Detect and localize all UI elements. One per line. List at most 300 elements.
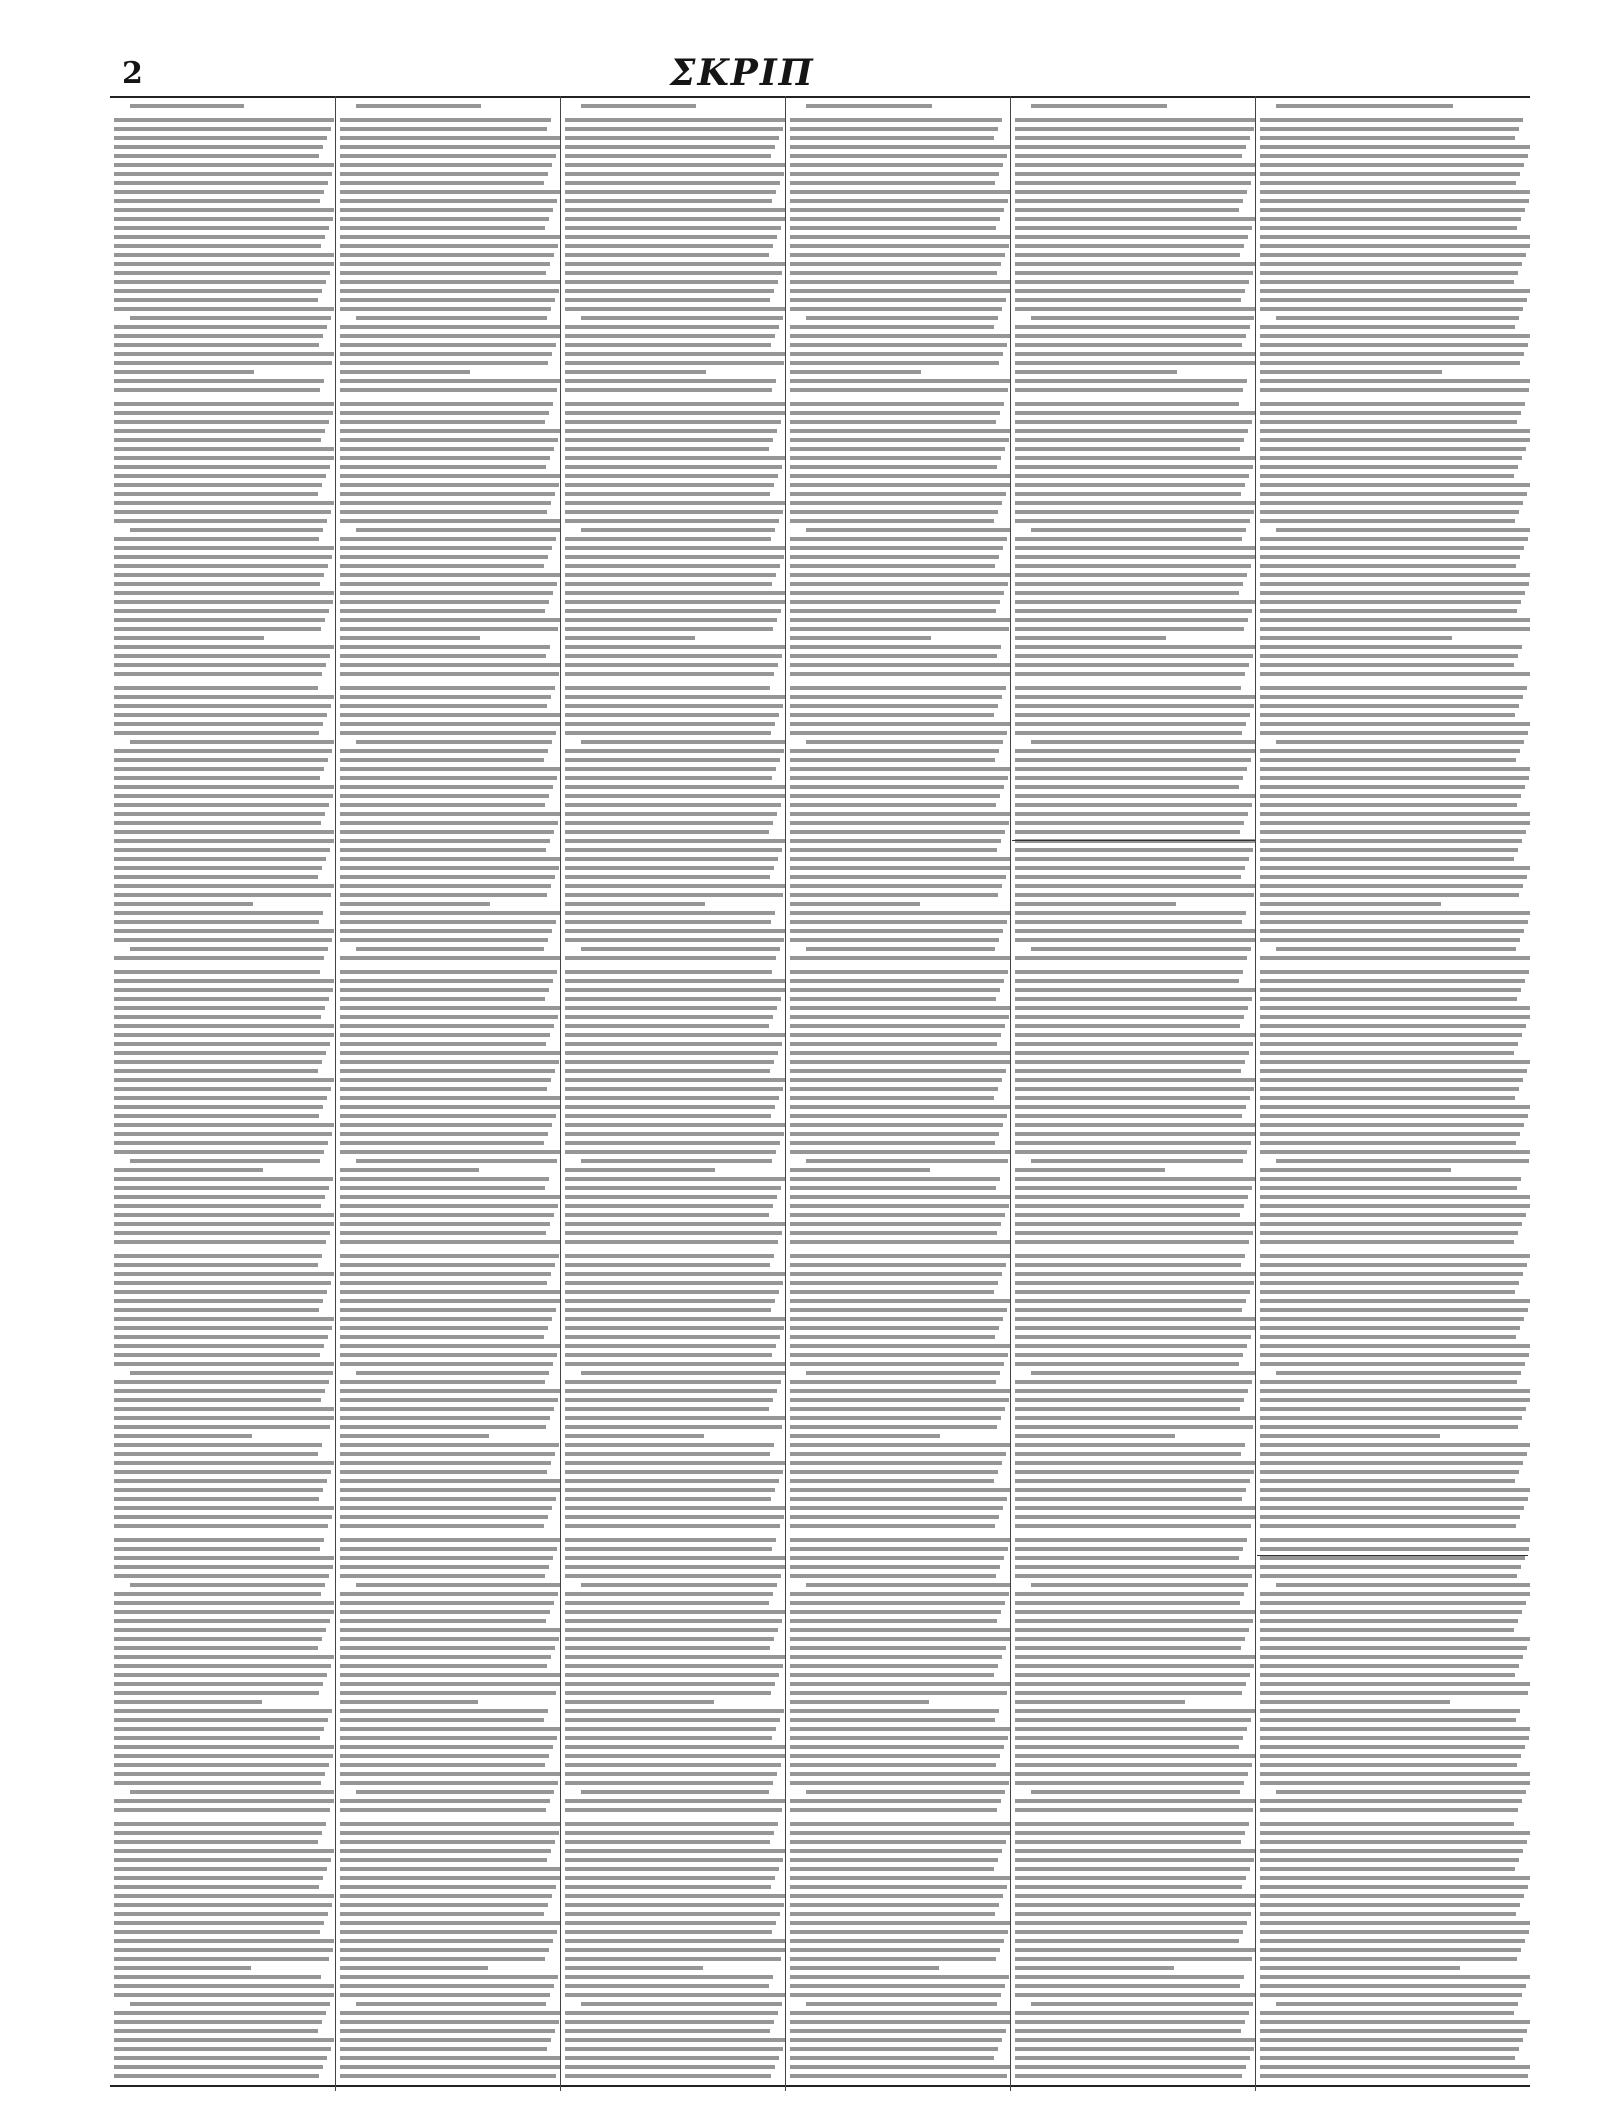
text-line: [790, 190, 1010, 194]
text-line: [565, 1574, 781, 1578]
text-line: [565, 794, 785, 798]
text-line: [790, 1006, 1010, 1010]
text-line: [114, 866, 322, 870]
text-line: [340, 1006, 560, 1010]
text-line: [356, 2002, 546, 2006]
text-line: [1260, 821, 1530, 825]
text-line: [114, 271, 330, 275]
text-line: [1260, 911, 1530, 915]
text-line: [1260, 1254, 1530, 1258]
text-line: [340, 2020, 559, 2024]
text-line: [790, 1398, 1009, 1402]
text-line: [114, 2065, 323, 2069]
text-line: [1260, 830, 1526, 834]
text-line: [114, 438, 321, 442]
text-line: [1015, 1114, 1242, 1118]
text-line: [1015, 1984, 1240, 1988]
text-line: [790, 722, 1010, 726]
text-line: [565, 1524, 780, 1528]
text-line: [806, 740, 1003, 744]
text-line: [565, 208, 785, 212]
text-line: [114, 361, 332, 365]
text-line: [1015, 1646, 1241, 1650]
text-line: [1260, 564, 1516, 568]
text-line: [340, 893, 547, 897]
text-line: [340, 1565, 549, 1569]
text-line: [565, 1069, 770, 1073]
text-line: [1260, 1506, 1524, 1510]
text-line: [1260, 848, 1518, 852]
text-line: [340, 1646, 555, 1650]
text-line: [340, 1051, 560, 1055]
text-line: [1260, 636, 1452, 640]
text-line: [1015, 1335, 1251, 1339]
text-line: [1260, 1335, 1516, 1339]
text-line: [114, 154, 319, 158]
text-line: [1260, 1443, 1530, 1447]
text-line: [1260, 988, 1521, 992]
text-line: [340, 1281, 547, 1285]
text-line: [114, 1240, 326, 1244]
text-line: [790, 1858, 998, 1862]
text-line: [1260, 1538, 1530, 1542]
text-line: [565, 866, 774, 870]
text-line: [790, 627, 1009, 631]
text-line: [790, 1033, 1001, 1037]
text-line: [1015, 1957, 1252, 1961]
text-line: [565, 172, 784, 176]
text-line: [114, 1966, 251, 1970]
text-line: [565, 1912, 780, 1916]
text-line: [1260, 812, 1530, 816]
text-line: [340, 1610, 550, 1614]
text-line: [1015, 749, 1255, 753]
text-line: [340, 1479, 560, 1483]
text-line: [565, 1921, 776, 1925]
advertisement-rule: [1012, 840, 1255, 842]
text-line: [1260, 1831, 1530, 1835]
text-line: [1260, 208, 1525, 212]
text-line: [1260, 1655, 1523, 1659]
text-line: [114, 1177, 333, 1181]
text-line: [1015, 1903, 1255, 1907]
text-line: [565, 537, 771, 541]
text-line: [1260, 1488, 1530, 1492]
text-line: [114, 1461, 334, 1465]
text-line: [1260, 1407, 1526, 1411]
column-3: [561, 100, 785, 2085]
text-line: [114, 1317, 334, 1321]
text-line: [1015, 217, 1255, 221]
text-line: [340, 1754, 549, 1758]
text-line: [790, 1186, 996, 1190]
text-line: [565, 970, 772, 974]
text-line: [790, 1231, 997, 1235]
text-line: [1015, 1547, 1243, 1551]
text-line: [790, 1042, 997, 1046]
text-line: [114, 1628, 326, 1632]
text-line: [114, 1930, 320, 1934]
text-line: [356, 947, 544, 951]
text-line: [340, 1380, 545, 1384]
text-line: [114, 492, 318, 496]
text-line: [114, 1069, 318, 1073]
text-line: [1015, 1912, 1251, 1916]
text-line: [1260, 1168, 1451, 1172]
text-line: [790, 920, 1007, 924]
text-line: [1015, 1673, 1250, 1677]
text-line: [114, 163, 334, 167]
text-line: [1260, 1772, 1530, 1776]
text-line: [1260, 1087, 1519, 1091]
text-line: [114, 1326, 332, 1330]
text-line: [565, 1808, 782, 1812]
text-line: [1260, 2038, 1523, 2042]
text-line: [565, 1547, 772, 1551]
text-line: [114, 370, 254, 374]
text-line: [114, 627, 321, 631]
text-line: [114, 555, 332, 559]
text-line: [114, 298, 318, 302]
text-line: [790, 1389, 1010, 1393]
text-line: [565, 704, 783, 708]
text-line: [790, 1840, 1006, 1844]
text-line: [790, 298, 1006, 302]
text-line: [114, 1150, 324, 1154]
text-line: [1015, 1069, 1241, 1073]
text-line: [565, 555, 784, 559]
text-line: [340, 1867, 560, 1871]
text-line: [790, 713, 994, 717]
text-line: [340, 519, 560, 523]
text-line: [114, 226, 329, 230]
text-line: [565, 1488, 775, 1492]
text-line: [1260, 1524, 1516, 1528]
text-line: [1260, 190, 1530, 194]
text-line: [565, 1876, 775, 1880]
text-line: [790, 1993, 1001, 1997]
text-line: [340, 370, 470, 374]
text-line: [565, 226, 781, 230]
text-line: [790, 776, 1008, 780]
text-line: [1260, 654, 1518, 658]
text-line: [114, 1353, 320, 1357]
text-line: [790, 325, 994, 329]
text-line: [340, 704, 547, 708]
text-line: [1260, 1272, 1523, 1276]
text-line: [581, 1159, 772, 1163]
text-line: [340, 447, 554, 451]
text-line: [1015, 1204, 1244, 1208]
text-line: [114, 1894, 334, 1898]
text-line: [1015, 447, 1240, 451]
newspaper-page: [110, 0, 1530, 2121]
text-line: [1260, 127, 1519, 131]
text-line: [1260, 136, 1515, 140]
text-line: [1015, 1601, 1240, 1605]
text-line: [790, 1745, 1004, 1749]
text-line: [114, 956, 324, 960]
page-number: 2: [122, 56, 143, 91]
text-line: [114, 1123, 334, 1127]
text-line: [790, 1691, 1007, 1695]
text-line: [1015, 1479, 1250, 1483]
text-line: [340, 686, 555, 690]
text-line: [114, 172, 332, 176]
text-line: [1015, 582, 1243, 586]
text-line: [790, 1132, 999, 1136]
text-line: [114, 2029, 318, 2033]
text-line: [340, 2065, 560, 2069]
text-line: [340, 127, 547, 131]
text-line: [565, 713, 779, 717]
text-line: [790, 1335, 995, 1339]
text-line: [1260, 271, 1518, 275]
text-line: [790, 1524, 995, 1528]
text-line: [340, 1123, 552, 1127]
text-line: [1015, 1177, 1255, 1181]
text-line: [790, 1781, 1009, 1785]
text-line: [565, 1637, 774, 1641]
text-line: [565, 1281, 783, 1285]
text-line: [790, 1772, 1010, 1776]
text-line: [114, 456, 334, 460]
text-line: [114, 1885, 319, 1889]
text-line: [565, 911, 775, 915]
text-line: [340, 902, 490, 906]
text-line: [340, 492, 555, 496]
text-line: [565, 2047, 783, 2051]
text-line: [1276, 1790, 1526, 1794]
text-line: [790, 1574, 996, 1578]
text-line: [130, 1790, 334, 1794]
text-line: [1015, 1461, 1255, 1465]
text-line: [1015, 420, 1252, 424]
text-line: [340, 555, 548, 559]
text-line: [1260, 1141, 1516, 1145]
text-line: [1015, 1231, 1253, 1235]
text-line: [790, 1105, 1010, 1109]
text-line: [565, 875, 770, 879]
text-line: [1260, 839, 1522, 843]
text-line: [565, 1831, 774, 1835]
text-line: [790, 997, 996, 1001]
text-line: [1260, 1123, 1524, 1127]
text-line: [340, 1619, 546, 1623]
text-line: [1015, 402, 1239, 406]
text-line: [1015, 1858, 1254, 1862]
text-line: [340, 2038, 551, 2042]
text-line: [1015, 465, 1253, 469]
text-line: [790, 447, 1005, 451]
text-line: [1015, 1051, 1249, 1055]
text-line: [1260, 1781, 1530, 1785]
text-line: [565, 546, 785, 550]
text-line: [114, 663, 326, 667]
text-line: [565, 609, 781, 613]
text-line: [1015, 704, 1254, 708]
text-line: [340, 654, 546, 658]
text-line: [565, 1538, 776, 1542]
text-line: [114, 758, 328, 762]
text-line: [340, 1425, 546, 1429]
text-line: [790, 402, 1004, 406]
text-line: [1015, 695, 1255, 699]
text-line: [790, 510, 998, 514]
text-line: [114, 1691, 319, 1695]
text-line: [565, 1308, 771, 1312]
text-line: [565, 199, 772, 203]
text-line: [1260, 352, 1524, 356]
text-line: [565, 1727, 776, 1731]
text-line: [1260, 402, 1525, 406]
text-line: [340, 1434, 489, 1438]
text-line: [1260, 447, 1526, 451]
text-line: [790, 1948, 1000, 1952]
text-line: [1260, 591, 1525, 595]
text-line: [1260, 857, 1514, 861]
text-line: [565, 848, 782, 852]
text-line: [340, 2011, 560, 2015]
text-line: [565, 1948, 785, 1952]
text-line: [340, 190, 560, 194]
text-line: [1015, 1443, 1245, 1447]
text-line: [114, 1822, 326, 1826]
text-line: [1015, 848, 1253, 852]
text-line: [1260, 794, 1521, 798]
text-line: [1015, 911, 1246, 915]
text-line: [1015, 1754, 1255, 1758]
text-line: [1015, 2029, 1241, 2033]
text-line: [340, 1957, 545, 1961]
text-line: [565, 1822, 778, 1826]
text-line: [790, 1763, 996, 1767]
text-line: [565, 1150, 776, 1154]
text-line: [790, 1637, 1010, 1641]
text-line: [1260, 244, 1530, 248]
text-line: [565, 1799, 785, 1803]
text-line: [1015, 1993, 1255, 1997]
text-line: [340, 564, 544, 568]
text-line: [1015, 118, 1255, 122]
text-line: [1260, 118, 1523, 122]
text-line: [1260, 722, 1530, 726]
text-line: [790, 1096, 994, 1100]
text-line: [1015, 298, 1241, 302]
text-line: [1260, 325, 1515, 329]
text-line: [1015, 1592, 1244, 1596]
text-line: [1015, 253, 1240, 257]
text-line: [114, 1745, 334, 1749]
text-line: [565, 420, 781, 424]
text-line: [1015, 1700, 1185, 1704]
text-line: [565, 334, 775, 338]
text-line: [790, 600, 1000, 604]
text-line: [790, 411, 1000, 415]
text-line: [1015, 600, 1255, 604]
text-line: [790, 731, 1007, 735]
text-line: [790, 1114, 1007, 1118]
text-line: [1260, 1317, 1524, 1321]
text-line: [1276, 947, 1516, 951]
text-line: [114, 1948, 333, 1952]
text-line: [356, 104, 481, 108]
text-line: [1260, 1380, 1517, 1384]
text-line: [1260, 1461, 1523, 1465]
text-line: [114, 280, 326, 284]
text-line: [1015, 2011, 1249, 2015]
text-line: [790, 1240, 1010, 1244]
text-line: [565, 298, 770, 302]
text-line: [1015, 1574, 1252, 1578]
text-line: [340, 1461, 551, 1465]
text-line: [340, 1822, 560, 1826]
text-line: [1260, 1299, 1530, 1303]
text-line: [1015, 1272, 1255, 1276]
text-line: [790, 875, 1006, 879]
text-line: [1015, 1831, 1245, 1835]
text-line: [114, 235, 325, 239]
text-line: [340, 217, 549, 221]
text-line: [340, 970, 557, 974]
text-line: [130, 1159, 320, 1163]
text-line: [340, 226, 545, 230]
text-line: [1015, 280, 1249, 284]
text-line: [340, 1840, 555, 1844]
text-line: [1260, 1078, 1523, 1082]
text-line: [1015, 361, 1255, 365]
text-line: [565, 979, 785, 983]
text-line: [1015, 235, 1248, 239]
text-line: [340, 1655, 551, 1659]
text-line: [114, 1434, 252, 1438]
masthead-rule: [110, 96, 1530, 98]
text-line: [790, 1060, 1010, 1064]
text-line: [1015, 411, 1255, 415]
text-line: [114, 1096, 327, 1100]
text-line: [565, 1867, 779, 1871]
text-line: [114, 1664, 331, 1668]
text-line: [1276, 1159, 1529, 1163]
text-line: [114, 429, 325, 433]
text-line: [1015, 938, 1255, 942]
text-line: [1015, 803, 1252, 807]
text-line: [565, 776, 772, 780]
text-line: [1015, 1894, 1255, 1898]
text-line: [114, 343, 319, 347]
text-line: [114, 1272, 334, 1276]
text-line: [114, 546, 334, 550]
text-line: [565, 438, 773, 442]
text-line: [790, 564, 995, 568]
text-line: [340, 271, 546, 275]
text-line: [790, 1975, 1009, 1979]
text-line: [1015, 388, 1243, 392]
text-line: [790, 334, 1010, 338]
text-line: [114, 145, 323, 149]
text-line: [340, 979, 553, 983]
text-line: [1015, 2056, 1250, 2060]
text-line: [790, 127, 998, 131]
text-line: [340, 154, 556, 158]
text-line: [565, 812, 777, 816]
text-line: [1015, 1515, 1255, 1519]
text-line: [581, 528, 775, 532]
text-line: [1260, 1042, 1518, 1046]
text-line: [114, 600, 333, 604]
text-line: [114, 609, 329, 613]
text-line: [340, 1353, 557, 1357]
